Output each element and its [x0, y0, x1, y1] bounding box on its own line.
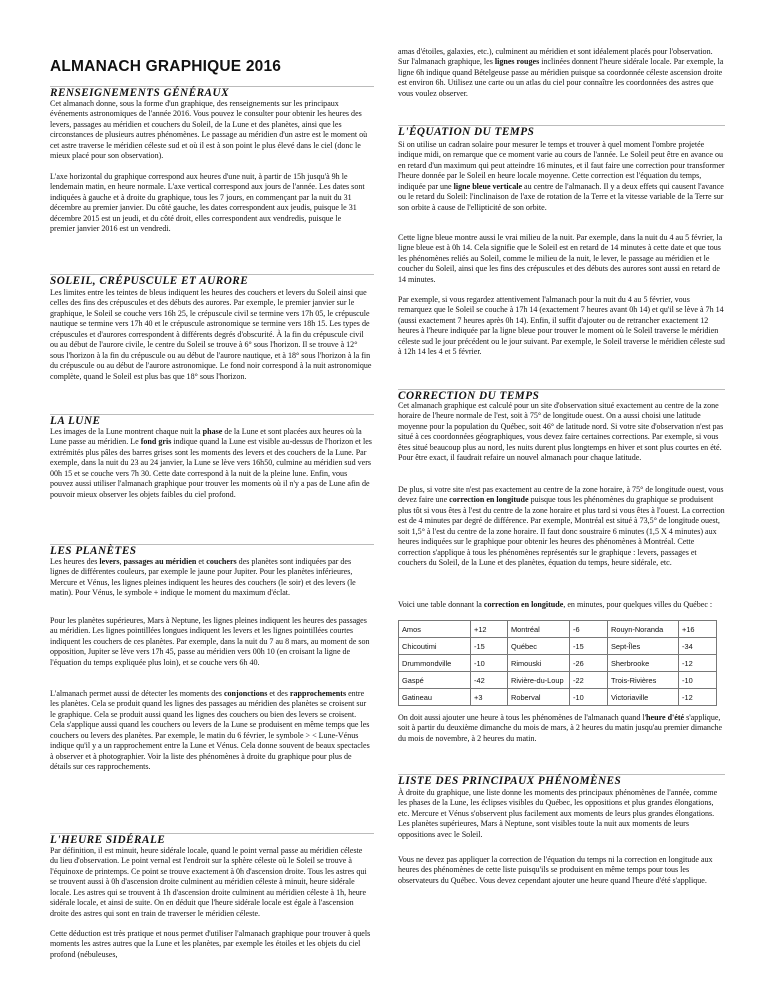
page-title: ALMANACH GRAPHIQUE 2016 — [50, 58, 282, 75]
table-row — [399, 672, 717, 689]
equation-p1: Si on utilise un cadran solaire pour mesurer le temps et trouver à quel moment l'ombre projetée indique midi, on remarque que ce moment varie au cours de l'année. Le Soleil peut être en avance ou en retard d'un maximum qui peut atteindre 16 minutes, et il faut faire une correction pour transformer l'heure donnée par le Soleil en heure locale moyenne. Cette correction est l'équation du temps, indiquée par une ligne bleue verticale au centre de l'almanach. Il y a deux effets qui causent l'avance ou le retard du Soleil: l'inclinaison de l'axe de rotation de la Terre et la vitesse variable de la Terre sur son orbite à cause de l'ellipticité de son orbite. — [398, 140, 725, 212]
correction-p4: On doit aussi ajouter une heure à tous les phénomènes de l'almanach quand l'heure d'été s'applique, soit à partir du deuxième dimanche du mois de mars, à 2 heures du matin jusqu'au premier dimanche du mois de novembre, à 2 heures du matin. — [398, 713, 723, 743]
correction-cell: -42 — [471, 672, 508, 689]
correction-cell: +16 — [679, 621, 717, 638]
correction-cell: -6 — [570, 621, 608, 638]
city-cell: Sherbrooke — [608, 655, 679, 672]
planetes-p3: L'almanach permet aussi de détecter les moments des conjonctions et des rapprochements entre les planètes. Cela se produit quand les lignes des passages au méridien des planètes se croisent sur le graphique. Cela se produit aussi quand les lignes des couchers ou bien des levers se croisent. Cela s'applique aussi quand les couchers ou levers de la Lune se produisent en même temps que les couchers ou levers des planètes. Par exemple, le matin du 6 février, le symbole > < Lune-Vénus indique qu'il y a un rapprochement entre la Lune et Vénus. Cela donne souvent de beaux spectacles à observer et à photographier. Voir la liste des phénomènes à droite du graphique pour plus de détails sur ces rapprochements. — [50, 689, 370, 772]
correction-cell: +12 — [471, 621, 508, 638]
planetes-p1: Les heures des levers, passages au méridien et couchers des planètes sont indiquées par des lignes de différentes couleurs, par exemple le jaune pour Jupiter. Pour les planètes inférieures, Mercure et Vénus, les lignes pleines indiquent les heures des couchers (le soir) et des levers (le matin). Pour Vénus, le symbole + indique le moment du maximum d'éclat. — [50, 557, 356, 598]
table-row — [399, 621, 717, 638]
lune-p1: Les images de la Lune montrent chaque nuit la phase de la Lune et sont placées aux heures où la Lune passe au méridien. Le fond gris indique quand la Lune est visible au-dessus de l'horizon et les extrémités plus pâles des barres grises sont les moments des levers et des couchers de la Lune. Par exemple, dans la nuit du 23 au 24 janvier, la Lune se lève vers 16h50, culmine au méridien sud vers 00h 15 et se couche vers 7h 30. Cette date correspond à la nuit de la pleine lune. Enfin, vous pouvez aussi utiliser l'almanach graphique pour trouver les moments où il n'y a pas de Lune afin de pouvoir mieux observer les objets faibles du ciel profond. — [50, 427, 372, 499]
phenomenes-p1: À droite du graphique, une liste donne les moments des principaux phénomènes de l'année, comme les phases de la Lune, les éclipses visibles du Québec, les oppositions et plus grandes élongations, etc. Mercure et Vénus s'observent plus facilement aux moments de leurs plus grandes élongations. Les planètes supérieures, Mars à Neptune, sont visibles toute la nuit aux moments de leurs oppositions avec le Soleil. — [398, 788, 718, 839]
equation-p3: Par exemple, si vous regardez attentivement l'almanach pour la nuit du 4 au 5 février, vous remarquez que le Soleil se couche à 17h 14 (exactement 7 heures avant 0h 14) et qu'il se lève à 7h 14 (aussi exactement 7 heures après 0h 14). Enfin, il suffit d'ajouter ou de retrancher exactement 12 heures à l'heure indiquée par la ligne bleue pour trouver le moment où le Soleil traverse le méridien céleste sud le jour précédent ou le jour suivant. Par exemple, le Soleil traverse le méridien céleste sud à 12h 14 les 4 et 5 février. — [398, 295, 725, 357]
correction-p3: Voici une table donnant la correction en longitude, en minutes, pour quelques villes du Québec : — [398, 600, 713, 609]
correction-cell: -22 — [570, 672, 608, 689]
heading-planetes: LES PLANÈTES — [50, 544, 374, 557]
table-row — [399, 689, 717, 706]
city-cell: Drummondville — [399, 655, 471, 672]
correction-cell: -10 — [570, 689, 608, 706]
city-cell: Montréal — [508, 621, 570, 638]
correction-cell: +3 — [471, 689, 508, 706]
correction-p2: De plus, si votre site n'est pas exactement au centre de la zone horaire, à 75° de longitude ouest, vous devez faire une correction en longitude puisque tous les phénomènes du graphique se produisent plus tôt si vous êtes à l'est du centre de la zone horaire et plus tard si vous êtes à l'ouest. La correction est de 4 minutes par degré de différence. Par exemple, Montréal est situé à 73,5° de longitude ouest, soit 1,5° à l'est du centre de la zone horaire. Il faut donc soustraire 6 minutes (1,5 X 4 minutes) aux heures indiquées sur le graphique pour obtenir les heures des phénomènes à Montréal. Cette correction s'applique à tous les phénomènes représentés sur le graphique : levers, passages et couchers du Soleil, de la Lune et des planètes, équation du temps, heure sidérale, etc. — [398, 485, 725, 568]
heading-renseignements: RENSEIGNEMENTS GÉNÉRAUX — [50, 86, 374, 99]
correction-cell: -15 — [471, 638, 508, 655]
renseignements-p2: L'axe horizontal du graphique correspond aux heures d'une nuit, à partir de 15h jusqu'à 9h le lendemain matin, en heure normale. L'axe vertical correspond aux jours de l'année. Les dates sont indiquées à gauche et à droite du graphique, tous les 7 jours, en commençant par la nuit du 31 décembre au premier janvier. Du côté gauche, les dates correspondent aux jeudis, puisque le 31 décembre 2015 est un jeudi, et du côté droit, elles correspondent aux vendredis, puisque le premier janvier 2016 est un vendredi. — [50, 172, 365, 234]
sideral-p2: Cette déduction est très pratique et nous permet d'utiliser l'almanach graphique pour trouver à quels moments les astres autres que la Lune et les planètes, par exemple les étoiles et les objets du ciel profond (nébuleuses, — [50, 929, 371, 959]
heading-equation: L'ÉQUATION DU TEMPS — [398, 125, 725, 138]
phenomenes-p2: Vous ne devez pas appliquer la correction de l'équation du temps ni la correction en longitude aux heures des phénomènes de cette liste puisqu'ils se produisent en même temps pour tous les observateurs du Québec. Vous devez cependant ajouter une heure quand l'heure d'été s'applique. — [398, 855, 713, 885]
equation-p2: Cette ligne bleue montre aussi le vrai milieu de la nuit. Par exemple, dans la nuit du 4 au 5 février, la ligne bleue est à 0h 14. Cela signifie que le Soleil est en retard de 14 minutes à cette date et que tous les phénomènes reliés au Soleil, comme le milieu de la nuit, le lever, le passage au méridien et le coucher du Soleil, ainsi que les fins des crépuscules et des débuts des aurores sont aussi en retard de 14 minutes. — [398, 233, 723, 284]
soleil-p1: Les limites entre les teintes de bleus indiquent les heures des couchers et levers du Soleil ainsi que celles des fins des crépuscules et des débuts des aurores. Par exemple, le premier janvier sur le graphique, le Soleil se couche vers 16h 25, le crépuscule civil se termine vers 17h 05, le crépuscule nautique se termine vers 17h 40 et le crépuscule astronomique se termine vers 18h 15. Les types de crépuscules et d'aurores correspondent à différents degrés d'obscurité. À la fin du crépuscule civil ou au début de l'aurore civile, le centre du Soleil se trouve à 6° sous l'horizon. Il se trouve à 12° sous l'horizon à la fin du crépuscule ou au début de l'aurore nautique, et à 18° sous l'horizon à la fin du crépuscule ou au début de l'aurore astronomique. Le fond noir correspond à la nuit astronomique complète, quand le Soleil est plus bas que 18° sous l'horizon. — [50, 288, 372, 381]
correction-cell: -15 — [570, 638, 608, 655]
planetes-p2: Pour les planètes supérieures, Mars à Neptune, les lignes pleines indiquent les heures des passages au méridien. Les lignes pointillées longues indiquent les levers et les lignes pointillées courtes indiquent les couchers de ces planètes. Par exemple, dans la nuit du 7 au 8 mars, au moment de son opposition, Jupiter se lève vers 17h 45, passe au méridien vers 00h 10 (en croisant la ligne de l'équation du temps expliquée plus loin), et se couche vers 6h 40. — [50, 616, 370, 667]
table-row — [399, 655, 717, 672]
city-cell: Sept-Îles — [608, 638, 679, 655]
sideral-p1: Par définition, il est minuit, heure sidérale locale, quand le point vernal passe au méridien céleste du lieu d'observation. Le point vernal est l'endroit sur la sphère céleste où le Soleil se trouve à l'équinoxe de printemps. Ce point se trouve exactement à 0h d'ascension droite. Tous les astres qui se trouvent aussi à 0h d'ascension droite culminent au méridien céleste à minuit, heure sidérale locale. Les astres qui se trouvent à 1h d'ascension droite culminent au méridien céleste à 1h, heure sidérale locale, et ainsi de suite. On en déduit que l'heure sidérale locale est égale à l'ascension droite des astres qui sont en train de traverser le méridien céleste. — [50, 846, 367, 918]
city-cell: Gatineau — [399, 689, 471, 706]
table-row — [399, 638, 717, 655]
correction-cell: -26 — [570, 655, 608, 672]
city-cell: Chicoutimi — [399, 638, 471, 655]
heading-correction: CORRECTION DU TEMPS — [398, 389, 725, 402]
city-cell: Rimouski — [508, 655, 570, 672]
correction-cell: -12 — [679, 689, 717, 706]
city-cell: Rouyn-Noranda — [608, 621, 679, 638]
correction-cell: -10 — [471, 655, 508, 672]
correction-cell: -34 — [679, 638, 717, 655]
correction-cell: -10 — [679, 672, 717, 689]
correction-cell: -12 — [679, 655, 717, 672]
renseignements-p1: Cet almanach donne, sous la forme d'un graphique, des renseignements sur les principaux événements astronomiques de l'année 2016. Vous pouvez le consulter pour obtenir les heures des levers, passages au méridien et couchers du Soleil, de la Lune et des planètes, ainsi que les circonstances de plusieurs autres phénomènes. Le passage au méridien d'un astre est le moment où cet astre traverse le méridien céleste sud et où il est à son point le plus élevé dans le ciel (donc le mieux placé pour son observation). — [50, 99, 368, 161]
longitude-correction-table — [398, 620, 717, 706]
city-cell: Rivière-du-Loup — [508, 672, 570, 689]
heading-soleil: SOLEIL, CRÉPUSCULE ET AURORE — [50, 274, 374, 287]
city-cell: Trois-Rivières — [608, 672, 679, 689]
city-cell: Gaspé — [399, 672, 471, 689]
heading-phenomenes: LISTE DES PRINCIPAUX PHÉNOMÈNES — [398, 774, 725, 787]
city-cell: Victoriaville — [608, 689, 679, 706]
heading-lune: LA LUNE — [50, 414, 374, 427]
city-cell: Québec — [508, 638, 570, 655]
sideral-p3: amas d'étoiles, galaxies, etc.), culminent au méridien et sont idéalement placés pour l'observation. Sur l'almanach graphique, les lignes rouges inclinées donnent l'heure sidérale locale. Par exemple, la ligne 6h indique quand Bételgeuse passe au méridien puisque sa coordonnée céleste ascension droite est environ 6h. Utilisez une carte ou un atlas du ciel pour connaître les coordonnées des astres que vous voulez observer. — [398, 47, 724, 98]
city-cell: Amos — [399, 621, 471, 638]
heading-sideral: L'HEURE SIDÉRALE — [50, 833, 374, 846]
correction-p1: Cet almanach graphique est calculé pour un site d'observation situé exactement au centre de la zone horaire de l'heure normale de l'est, soit à 75° de longitude ouest. On a aussi choisi une latitude moyenne pour la population du Québec, soit 46° de latitude nord. Si votre site d'observation n'est pas situé à ces coordonnées géographiques, vous devez faire certaines corrections. Par exemple, si vous êtes situé beaucoup plus au nord, les nuits durent plus longtemps en hiver et sont plus courtes en été. Pour être exact, il faudrait refaire un nouvel almanach pour chaque latitude. — [398, 401, 724, 463]
city-cell: Roberval — [508, 689, 570, 706]
